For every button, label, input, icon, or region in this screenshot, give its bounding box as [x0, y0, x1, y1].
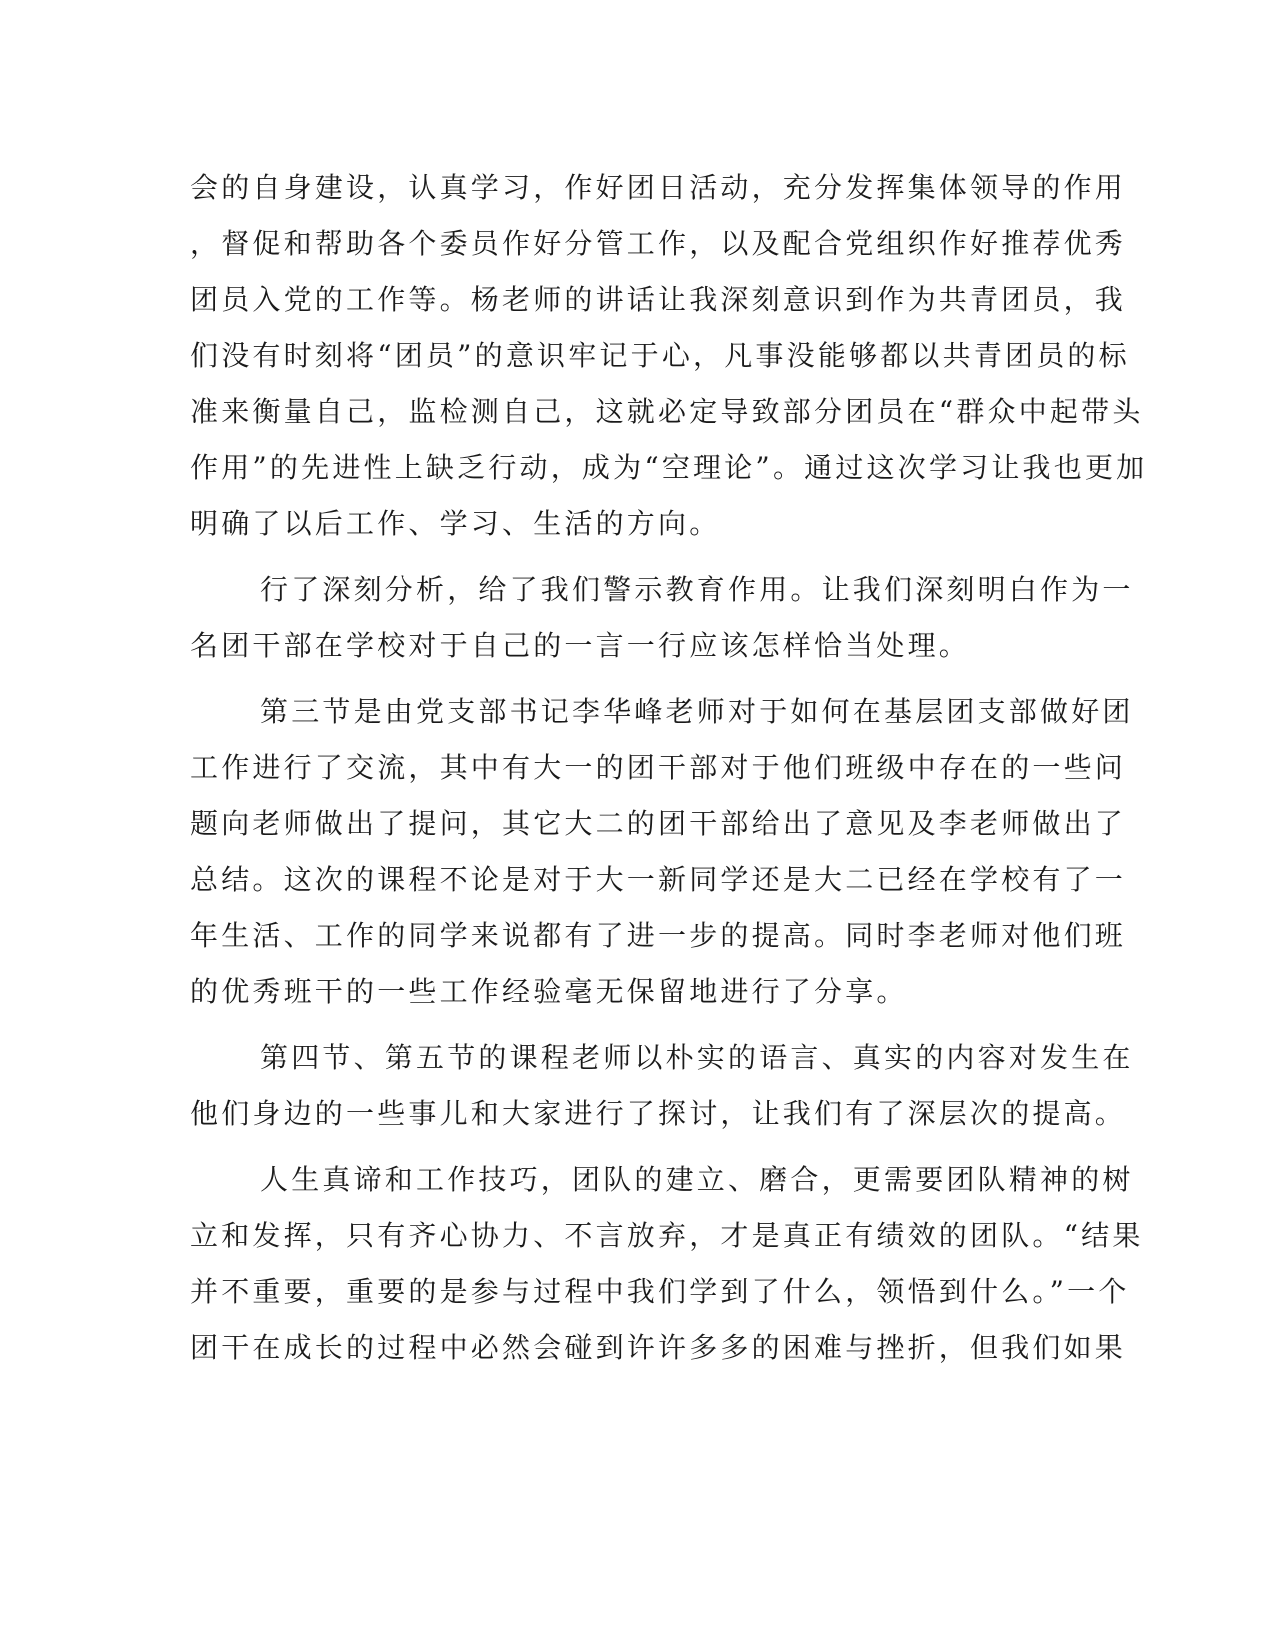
- text-line: ，督促和帮助各个委员作好分管工作，以及配合党组织作好推荐优秀: [190, 227, 1127, 260]
- text-line: 行了深刻分析，给了我们警示教育作用。让我们深刻明白作为一: [260, 573, 1134, 606]
- text-line: 总结。这次的课程不论是对于大一新同学还是大二已经在学校有了一: [190, 863, 1127, 896]
- text-line: 准来衡量自己，监检测自己，这就必定导致部分团员在“群众中起带头: [190, 395, 1144, 428]
- text-line: 作用”的先进性上缺乏行动，成为“空理论”。通过这次学习让我也更加: [190, 451, 1148, 484]
- text-line: 年生活、工作的同学来说都有了进一步的提高。同时李老师对他们班: [190, 919, 1127, 952]
- paragraph-spacer: [190, 552, 1080, 562]
- text-line: 第四节、第五节的课程老师以朴实的语言、真实的内容对发生在: [260, 1041, 1134, 1074]
- paragraph-5: [190, 1152, 1144, 1376]
- text-line: 第三节是由党支部书记李华峰老师对于如何在基层团支部做好团: [260, 695, 1134, 728]
- text-line: 并不重要，重要的是参与过程中我们学到了什么，领悟到什么。”一个: [190, 1275, 1130, 1308]
- text-line: 会的自身建设，认真学习，作好团日活动，充分发挥集体领导的作用: [190, 171, 1127, 204]
- text-line: 们没有时刻将“团员”的意识牢记于心，凡事没能够都以共青团员的标: [190, 339, 1130, 372]
- text-line: 他们身边的一些事儿和大家进行了探讨，让我们有了深层次的提高。: [190, 1097, 1127, 1130]
- text-line: 工作进行了交流，其中有大一的团干部对于他们班级中存在的一些问: [190, 751, 1127, 784]
- text-line: 立和发挥，只有齐心协力、不言放弃，才是真正有绩效的团队。“结果: [190, 1219, 1144, 1252]
- text-line: 人生真谛和工作技巧，团队的建立、磨合，更需要团队精神的树: [260, 1163, 1134, 1196]
- paragraph-1: [190, 160, 1148, 552]
- text-line: 名团干部在学校对于自己的一言一行应该怎样恰当处理。: [190, 629, 971, 662]
- paragraph-3: [190, 684, 1134, 1020]
- text-line: 团员入党的工作等。杨老师的讲话让我深刻意识到作为共青团员，我: [190, 283, 1127, 316]
- paragraph-4: [190, 1030, 1134, 1142]
- paragraph-spacer: [190, 1142, 1080, 1152]
- paragraph-spacer: [190, 674, 1080, 684]
- text-line: 的优秀班干的一些工作经验毫无保留地进行了分享。: [190, 975, 908, 1008]
- paragraph-spacer: [190, 1020, 1080, 1030]
- text-line: 题向老师做出了提问，其它大二的团干部给出了意见及李老师做出了: [190, 807, 1127, 840]
- text-line: 明确了以后工作、学习、生活的方向。: [190, 507, 721, 540]
- document-body: [190, 160, 1148, 1376]
- paragraph-2: [190, 562, 1134, 674]
- text-line: 团干在成长的过程中必然会碰到许许多多的困难与挫折，但我们如果: [190, 1331, 1127, 1364]
